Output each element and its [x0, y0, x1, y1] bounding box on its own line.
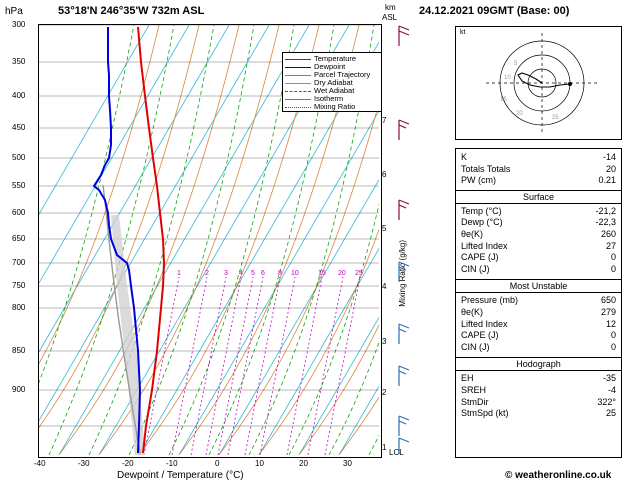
param-row [456, 229, 621, 241]
svg-text:5: 5 [514, 61, 518, 67]
temp-tick-30: 30 [343, 459, 352, 468]
height-tick-2: 2 [382, 388, 387, 397]
pressure-tick-650: 650 [12, 234, 26, 243]
param-label: StmDir [461, 396, 489, 407]
param-row [456, 330, 621, 342]
param-value: 0 [610, 330, 616, 341]
param-row [456, 241, 621, 253]
param-value: 12 [605, 318, 616, 329]
param-value: 0 [610, 341, 616, 352]
temp-tick-10: 10 [255, 459, 264, 468]
temp-tick-20: 20 [299, 459, 308, 468]
pressure-tick-600: 600 [12, 208, 26, 217]
height-tick-4: 4 [382, 282, 387, 291]
param-label: K [461, 152, 468, 162]
param-row [456, 164, 621, 176]
param-row [456, 307, 621, 319]
param-row [456, 408, 621, 420]
param-row [456, 217, 621, 229]
legend-label-isotherm: Isotherm [314, 94, 344, 103]
svg-text:15: 15 [318, 270, 326, 277]
param-row [456, 206, 621, 218]
temp-tick--40: -40 [34, 459, 46, 468]
param-value: 322° [597, 396, 616, 407]
param-value: 279 [600, 306, 616, 317]
param-value: 0.21 [598, 175, 616, 186]
pressure-tick-850: 850 [12, 346, 26, 355]
param-label: CAPE (J) [461, 252, 499, 263]
svg-text:4: 4 [239, 270, 243, 277]
param-row [456, 152, 621, 164]
svg-text:10: 10 [291, 270, 299, 277]
x-axis-label: Dewpoint / Temperature (°C) [117, 470, 244, 481]
param-value: -14 [602, 152, 616, 162]
legend-label-dewpoint: Dewpoint [314, 62, 346, 71]
param-label: Dewp (°C) [461, 217, 503, 228]
svg-text:25: 25 [552, 115, 559, 121]
param-row [456, 175, 621, 187]
station-label: 53°18'N 246°35'W 732m ASL [58, 5, 205, 17]
param-value: 650 [600, 295, 616, 306]
pressure-tick-450: 450 [12, 123, 26, 132]
legend-label-wet-adiabat: Wet Adiabat [314, 86, 355, 95]
pressure-tick-400: 400 [12, 91, 26, 100]
param-row [456, 319, 621, 331]
height-tick-6: 6 [382, 170, 387, 179]
param-label: StmSpd (kt) [461, 408, 509, 419]
height-tick-7: 7 [382, 116, 387, 125]
param-row [456, 252, 621, 264]
wind-barb-column [382, 24, 416, 456]
param-value: 260 [600, 228, 616, 239]
svg-text:1: 1 [177, 270, 181, 277]
skewt-plot [38, 24, 382, 458]
copyright-label: © weatheronline.co.uk [505, 470, 612, 481]
legend-swatch-dewpoint [285, 67, 311, 68]
hodograph-box [455, 26, 622, 140]
param-label: Totals Totals [461, 163, 511, 174]
pressure-tick-300: 300 [12, 20, 26, 29]
param-value: 0 [610, 252, 616, 263]
param-row [456, 385, 621, 397]
pressure-tick-550: 550 [12, 181, 26, 190]
lcl-label: LCL [389, 448, 404, 457]
svg-text:10: 10 [504, 75, 511, 81]
pressure-tick-500: 500 [12, 153, 26, 162]
svg-text:20: 20 [516, 111, 523, 117]
param-label: θe(K) [461, 228, 484, 239]
svg-text:5: 5 [251, 270, 255, 277]
pressure-tick-800: 800 [12, 303, 26, 312]
legend-swatch-temperature [285, 59, 311, 60]
param-row [456, 342, 621, 354]
param-label: Temp (°C) [461, 205, 502, 216]
temp-tick-0: 0 [215, 459, 220, 468]
km-label: km [385, 3, 396, 12]
legend-swatch-dry-adiabat [285, 83, 311, 84]
section-title-most-unstable: Most Unstable [456, 279, 621, 293]
mixing-ratio-axis-label: Mixing Ratio (g/kg) [398, 240, 407, 307]
param-row [456, 264, 621, 276]
svg-text:20: 20 [338, 270, 346, 277]
param-value: -22,3 [595, 217, 616, 228]
param-label: CIN (J) [461, 341, 490, 352]
parameters-box [455, 148, 622, 458]
param-label: Lifted Index [461, 240, 508, 251]
param-value: 25 [605, 408, 616, 419]
legend-swatch-isotherm [285, 99, 311, 100]
pressure-tick-750: 750 [12, 281, 26, 290]
height-tick-3: 3 [382, 337, 387, 346]
param-label: CAPE (J) [461, 330, 499, 341]
param-label: PW (cm) [461, 175, 496, 186]
legend-label-mixing-ratio: Mixing Ratio [314, 102, 356, 111]
temp-tick--30: -30 [78, 459, 90, 468]
svg-text:15: 15 [500, 97, 507, 103]
datetime-label: 24.12.2021 09GMT (Base: 00) [419, 5, 570, 17]
height-tick-1: 1 [382, 443, 387, 452]
pressure-tick-700: 700 [12, 258, 26, 267]
legend-label-parcel: Parcel Trajectory [314, 70, 371, 79]
hodograph-unit-label: kt [460, 29, 466, 36]
legend-label-dry-adiabat: Dry Adiabat [314, 78, 353, 87]
temp-tick--10: -10 [166, 459, 178, 468]
pressure-tick-900: 900 [12, 385, 26, 394]
param-label: Lifted Index [461, 318, 508, 329]
asl-label: ASL [382, 13, 398, 22]
svg-text:8: 8 [278, 270, 282, 277]
param-value: 20 [605, 163, 616, 174]
param-value: 27 [605, 240, 616, 251]
param-value: 0 [610, 263, 616, 274]
section-title-surface: Surface [456, 190, 621, 204]
temp-tick--20: -20 [122, 459, 134, 468]
param-label: Pressure (mb) [461, 295, 519, 306]
svg-text:3: 3 [224, 270, 228, 277]
param-row [456, 373, 621, 385]
legend-label-temperature: Temperature [314, 54, 357, 63]
param-label: CIN (J) [461, 263, 490, 274]
legend-item [285, 103, 382, 111]
legend-swatch-mixing-ratio [285, 107, 311, 108]
svg-text:6: 6 [261, 270, 265, 277]
svg-text:25: 25 [355, 270, 363, 277]
section-title-hodograph: Hodograph [456, 357, 621, 371]
height-tick-5: 5 [382, 224, 387, 233]
param-label: θe(K) [461, 306, 484, 317]
legend-box [282, 52, 382, 112]
hodograph-svg [456, 27, 619, 137]
param-label: SREH [461, 384, 487, 395]
svg-text:2: 2 [205, 270, 209, 277]
pressure-tick-350: 350 [12, 57, 26, 66]
legend-swatch-wet-adiabat [285, 91, 311, 92]
pressure-units-label: hPa [5, 6, 23, 17]
param-value: -35 [602, 373, 616, 384]
legend-swatch-parcel [285, 75, 311, 76]
param-value: -21,2 [595, 205, 616, 216]
param-label: EH [461, 373, 474, 384]
param-row [456, 295, 621, 307]
param-row [456, 397, 621, 409]
param-value: -4 [607, 384, 616, 395]
